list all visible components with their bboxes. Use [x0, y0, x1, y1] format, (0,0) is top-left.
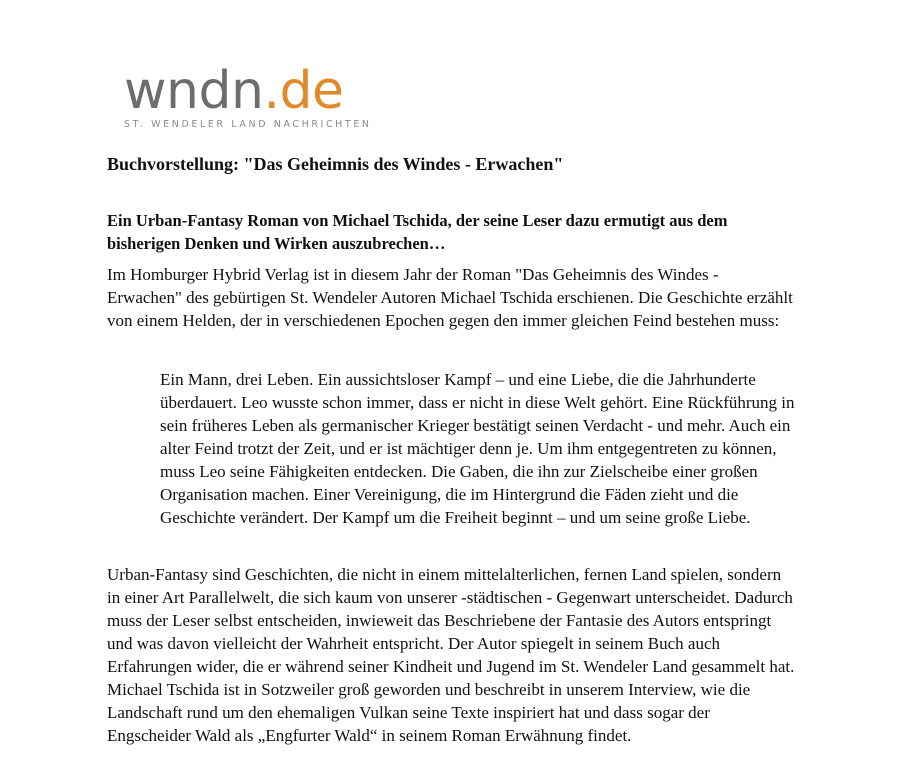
- book-blurb-quote: Ein Mann, drei Leben. Ein aussichtsloser Kampf – und eine Liebe, die die Jahrhunderte überdauert. Leo wusste schon immer, dass er nicht in diese Welt gehört. Eine Rückführung in sein früheres Leben als germanischer Krieger bestätigt seinen Verdacht - und mehr. Auch ein alter Feind trotzt der Zeit, und er ist mächtiger denn je. Um ihm entgegentreten zu können, muss Leo seine Fähigkeiten entdecken. Die Gaben, die ihn zur Zielscheibe einer großen Organisation machen. Einer Vereinigung, die im Hintergrund die Fäden zieht und die Geschichte verändert. Der Kampf um die Freiheit beginnt – und um seine große Liebe.: [160, 370, 795, 527]
- logo-wordmark-tld: de: [279, 61, 344, 121]
- article-headline: Buchvorstellung: "Das Geheimnis des Windes - Erwachen": [107, 154, 564, 174]
- logo-wordmark-main: wndn: [124, 61, 264, 121]
- logo-tagline: ST. WENDELER LAND NACHRICHTEN: [124, 119, 372, 130]
- logo-wordmark-dot: .: [263, 61, 280, 121]
- logo-wordmark: [124, 61, 364, 121]
- site-logo[interactable]: [124, 61, 372, 132]
- article-intro-paragraph: Im Homburger Hybrid Verlag ist in diesem Jahr der Roman "Das Geheimnis des Windes - Erwachen" des gebürtigen St. Wendeler Autoren Michael Tschida erschienen. Die Geschichte erzählt von einem Helden, der in verschiedenen Epochen gegen den immer gleichen Feind bestehen muss:: [107, 265, 793, 330]
- article-lead: Ein Urban-Fantasy Roman von Michael Tschida, der seine Leser dazu ermutigt aus dem bisherigen Denken und Wirken auszubrechen…: [107, 211, 728, 253]
- article-paragraph-2: Urban-Fantasy sind Geschichten, die nicht in einem mittelalterlichen, fernen Land spielen, sondern in einer Art Parallelwelt, die sich kaum von unserer -städtischen - Gegenwart unterscheidet. Dadurch muss der Leser selbst entscheiden, inwieweit das Beschriebene der Fantasie des Autors entspringt und was davon vielleicht der Wahrheit entspricht. Der Autor spiegelt in seinem Buch auch Erfahrungen wider, die er während seiner Kindheit und Jugend im St. Wendeler Land gesammelt hat. Michael Tschida ist in Sotzweiler groß geworden und beschreibt in unserem Interview, wie die Landschaft rund um den ehemaligen Vulkan seine Texte inspiriert hat und dass sogar der Engscheider Wald als „Engfurter Wald“ in seinem Roman Erwähnung findet.: [107, 565, 795, 745]
